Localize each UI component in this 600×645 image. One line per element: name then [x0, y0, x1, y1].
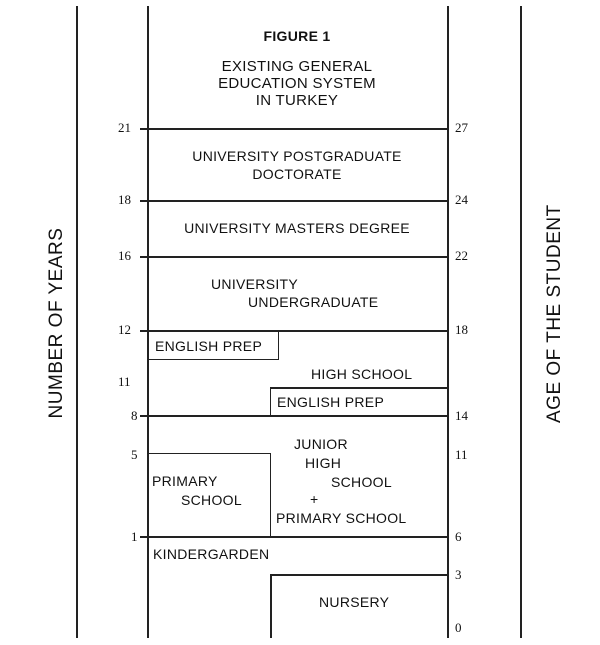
age-of-student-label: AGE OF THE STUDENT: [544, 204, 565, 423]
age-22: 22: [455, 248, 468, 263]
age-18: 18: [455, 322, 468, 337]
figure-title: FIGURE 1: [263, 28, 331, 44]
caption-line-3: IN TURKEY: [255, 92, 339, 109]
years-21: 21: [118, 120, 131, 135]
years-5: 5: [131, 447, 138, 462]
years-12: 12: [118, 322, 131, 337]
divider-21-27: [147, 128, 448, 130]
age-0: 0: [455, 620, 462, 635]
postgrad-line-2: DOCTORATE: [252, 166, 342, 182]
age-11: 11: [455, 447, 468, 462]
caption-line-2: EDUCATION SYSTEM: [218, 75, 376, 92]
masters-label: UNIVERSITY MASTERS DEGREE: [184, 220, 410, 236]
age-3: 3: [455, 567, 462, 582]
age-27: 27: [455, 120, 468, 135]
nursery-left-line: [270, 574, 272, 638]
divider-18-24: [147, 200, 448, 202]
age-6: 6: [455, 529, 462, 544]
high-school-label: HIGH SCHOOL: [311, 366, 413, 382]
nursery-label: NURSERY: [319, 594, 390, 610]
junior-line-3: SCHOOL: [331, 474, 392, 490]
left-tick-8: [140, 415, 148, 417]
left-tick-18: [140, 200, 148, 202]
years-1: 1: [131, 529, 138, 544]
outer-left-border: [76, 6, 78, 638]
junior-line-2: HIGH: [305, 455, 342, 471]
english-prep-upper-label: ENGLISH PREP: [155, 338, 263, 354]
undergrad-line-1: UNIVERSITY: [211, 276, 299, 292]
years-8: 8: [131, 408, 138, 423]
main-right-border: [447, 6, 449, 638]
kindergarden-label: KINDERGARDEN: [153, 546, 270, 562]
divider-16-22: [147, 256, 448, 258]
primary-school-line-1: PRIMARY: [152, 473, 218, 489]
primary-school-line-2: SCHOOL: [181, 492, 242, 508]
junior-line-5: PRIMARY SCHOOL: [276, 510, 407, 526]
years-11: 11: [118, 374, 131, 389]
nursery-top-line: [270, 574, 448, 576]
left-tick-21: [140, 128, 148, 130]
years-16: 16: [118, 248, 131, 263]
caption-line-1: EXISTING GENERAL: [221, 58, 373, 75]
junior-line-1: JUNIOR: [294, 436, 348, 452]
junior-line-4: +: [310, 491, 319, 507]
age-14: 14: [455, 408, 468, 423]
postgrad-line-1: UNIVERSITY POSTGRADUATE: [192, 148, 402, 164]
left-tick-16: [140, 256, 148, 258]
years-18: 18: [118, 192, 131, 207]
outer-right-border: [520, 6, 522, 638]
age-24: 24: [455, 192, 468, 207]
undergrad-line-2: UNDERGRADUATE: [248, 294, 379, 310]
english-prep-lower-label: ENGLISH PREP: [277, 394, 385, 410]
number-of-years-label: NUMBER OF YEARS: [46, 227, 67, 419]
